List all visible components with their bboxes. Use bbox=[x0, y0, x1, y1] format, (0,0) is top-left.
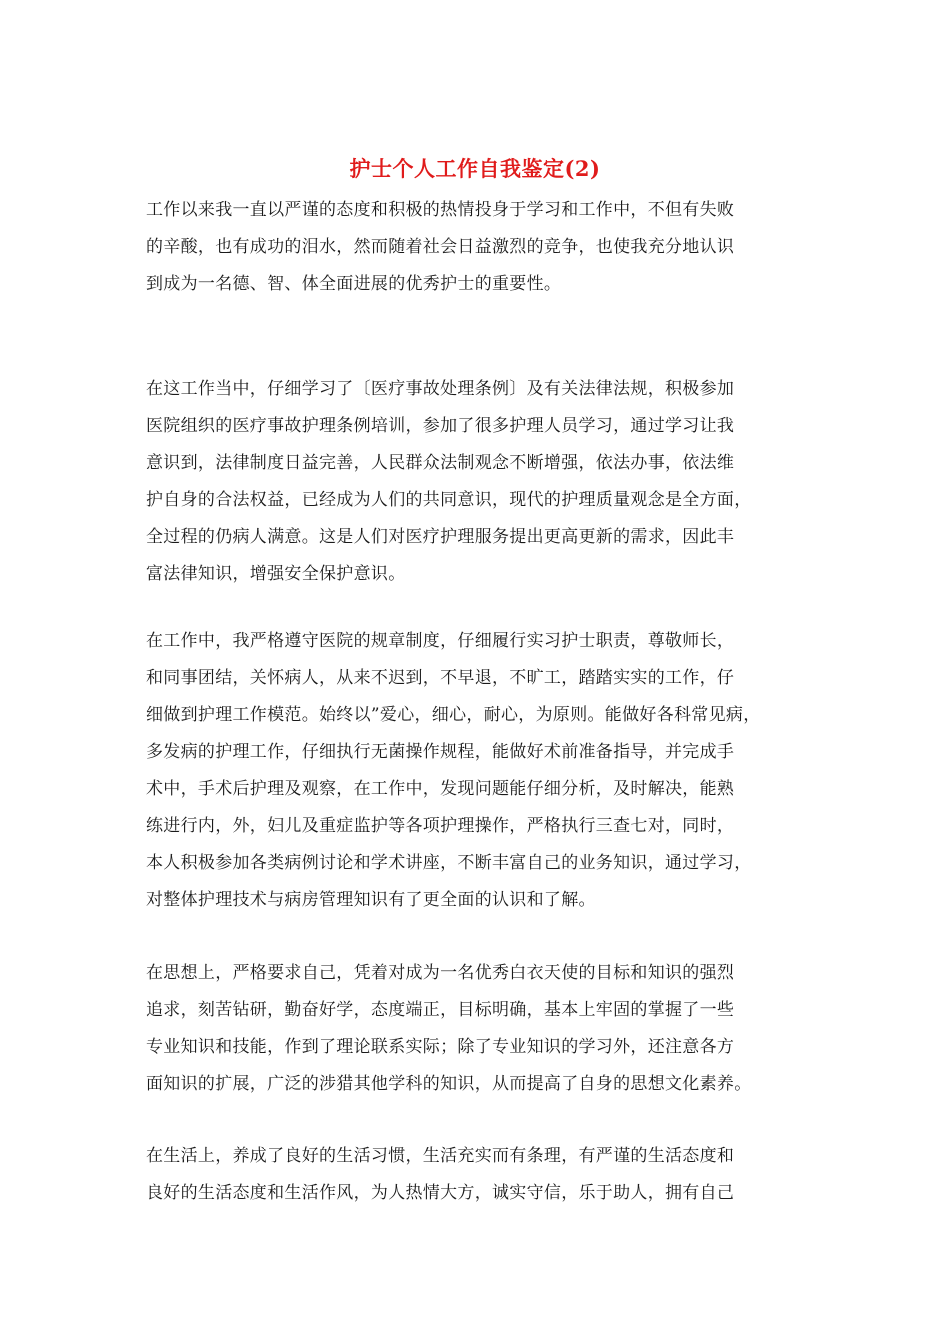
text-line: 到成为一名德、智、体全面进展的优秀护士的重要性。 bbox=[146, 274, 562, 294]
text-line: 富法律知识，增强安全保护意识。 bbox=[146, 564, 406, 584]
paragraph-thought bbox=[146, 955, 826, 1103]
paragraph-life bbox=[146, 1138, 826, 1212]
text-line: 专业知识和技能，作到了理论联系实际；除了专业知识的学习外，还注意各方 bbox=[146, 1037, 735, 1057]
paragraph-legal-study bbox=[146, 371, 826, 593]
text-line: 术中，手术后护理及观察，在工作中，发现问题能仔细分析，及时解决，能熟 bbox=[146, 779, 735, 799]
text-line: 面知识的扩展，广泛的涉猎其他学科的知识，从而提高了自身的思想文化素养。 bbox=[146, 1074, 752, 1094]
text-line: 的辛酸，也有成功的泪水，然而随着社会日益激烈的竞争，也使我充分地认识 bbox=[146, 237, 735, 257]
text-line: 医院组织的医疗事故护理条例培训，参加了很多护理人员学习，通过学习让我 bbox=[146, 416, 735, 436]
text-line: 全过程的仍病人满意。这是人们对医疗护理服务提出更高更新的需求，因此丰 bbox=[146, 527, 735, 547]
paragraph-work bbox=[146, 623, 826, 919]
text-line: 工作以来我一直以严谨的态度和积极的热情投身于学习和工作中，不但有失败 bbox=[146, 200, 735, 220]
text-line: 对整体护理技术与病房管理知识有了更全面的认识和了解。 bbox=[146, 890, 596, 910]
text-line: 追求，刻苦钻研，勤奋好学，态度端正，目标明确，基本上牢固的掌握了一些 bbox=[146, 1000, 735, 1020]
text-line: 练进行内，外，妇儿及重症监护等各项护理操作，严格执行三查七对，同时， bbox=[146, 816, 735, 836]
text-line: 在工作中，我严格遵守医院的规章制度，仔细履行实习护士职责，尊敬师长， bbox=[146, 631, 735, 651]
document-title: 护士个人工作自我鉴定(2) bbox=[349, 156, 601, 181]
text-line: 多发病的护理工作，仔细执行无菌操作规程，能做好术前准备指导，并完成手 bbox=[146, 742, 735, 762]
text-line: 和同事团结，关怀病人，从来不迟到，不早退，不旷工，踏踏实实的工作，仔 bbox=[146, 668, 735, 688]
text-line: 在思想上，严格要求自己，凭着对成为一名优秀白衣天使的目标和知识的强烈 bbox=[146, 963, 735, 983]
text-line: 护自身的合法权益，已经成为人们的共同意识，现代的护理质量观念是全方面， bbox=[146, 490, 752, 510]
text-line: 良好的生活态度和生活作风，为人热情大方，诚实守信，乐于助人，拥有自己 bbox=[146, 1183, 735, 1203]
text-line: 本人积极参加各类病例讨论和学术讲座，不断丰富自己的业务知识，通过学习， bbox=[146, 853, 752, 873]
text-line: 意识到，法律制度日益完善，人民群众法制观念不断增强，依法办事，依法维 bbox=[146, 453, 735, 473]
text-line: 细做到护理工作模范。始终以”爱心，细心，耐心，为原则。能做好各科常见病， bbox=[146, 705, 761, 725]
paragraph-intro bbox=[146, 192, 826, 303]
text-line: 在这工作当中，仔细学习了〔医疗事故处理条例〕及有关法律法规，积极参加 bbox=[146, 379, 735, 399]
text-line: 在生活上，养成了良好的生活习惯，生活充实而有条理，有严谨的生活态度和 bbox=[146, 1146, 735, 1166]
